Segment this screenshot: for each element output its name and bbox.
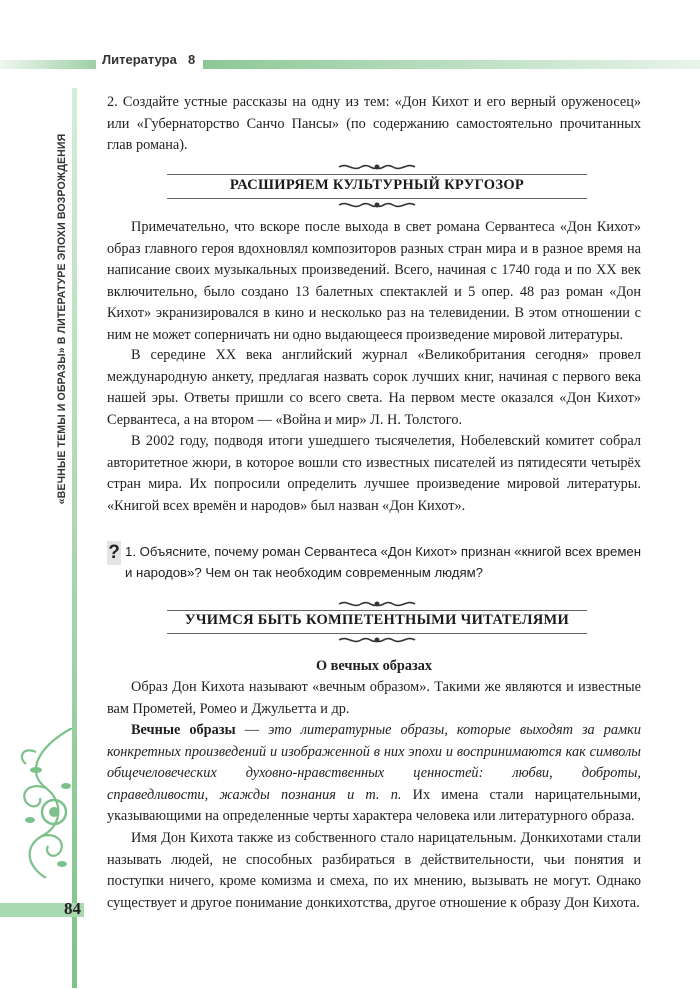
chapter-side-title: «ВЕЧНЫЕ ТЕМЫ И ОБРАЗЫ» В ЛИТЕРАТУРЕ ЭПОХИ ВОЗРОЖДЕНИЯ <box>56 133 68 505</box>
section-title-culture: РАСШИРЯЕМ КУЛЬТУРНЫЙ КРУГОЗОР <box>229 177 525 193</box>
subsection-title: О вечных образах <box>315 658 433 674</box>
paragraph-eternal-definition <box>107 720 641 828</box>
paragraph-3: В 2002 году, подводя итоги ушедшего тысячелетия, Нобелевский комитет собрал авторитетное жюри, в которое вошли сто известных писателей из пятидесяти четырёх стран мира. Их попросили определить лучшее произведение мировой литературы. «Книгой всех времён и народов» был назван «Дон Кихот». <box>107 433 641 514</box>
term: Вечные образы <box>131 722 236 738</box>
title-ornament-top-icon <box>337 162 417 172</box>
header-bar-right <box>203 60 700 69</box>
dash: — <box>235 722 269 738</box>
paragraph-eternal-1: Образ Дон Кихота называют «вечным образом». Такими же являются и известные вам Прометей, Ромео и Джульетта и др. <box>107 679 641 717</box>
paragraph-eternal-3: Имя Дон Кихота также из собственного стало нарицательным. Донкихотами стали называть людей, не способных разбираться в действительности, чьи понятия и поступки ничего, кроме комизма и смеха, по их мнению, вызывать не могут. Однако существует и другое понимание донкихотства, другое отношение к образу Дон Кихота. <box>107 830 641 911</box>
section-rule <box>167 174 587 175</box>
floral-ornament-icon <box>16 728 78 878</box>
definition-tail: Их имена стали нарицательными, указывающими на определенные черты характера человека или литературного образа. <box>107 786 641 824</box>
section-rule <box>167 198 587 199</box>
book-title: Литература <box>102 52 177 67</box>
title-ornament-bottom-icon <box>337 635 417 645</box>
question-mark-icon: ? <box>108 542 120 563</box>
task-2: 2. Создайте устные рассказы на одну из тем: «Дон Кихот и его верный оруженосец» или «Губернаторство Санчо Пансы» (по содержанию самостоятельно прочитанных глав романа). <box>107 94 641 153</box>
section-title-readers: УЧИМСЯ БЫТЬ КОМПЕТЕНТНЫМИ ЧИТАТЕЛЯМИ <box>184 612 570 628</box>
section-rule <box>167 610 587 611</box>
question-1: 1. Объясните, почему роман Сервантеса «Дон Кихот» признан «книгой всех времен и народов»? Чем он так необходим современным людям? <box>125 544 642 580</box>
header-bar-left <box>0 60 96 69</box>
page-number: 84 <box>64 899 81 918</box>
grade-number: 8 <box>188 52 196 67</box>
section-rule <box>167 633 587 634</box>
definition: это литературные образы, которые выходят за рамки конкретных произведений и изображенной в них эпохи и воспринимаются как символы общечеловеческих духовно-нравственных ценностей: любви, доброты, справедливости, жажды познания и т. п. <box>107 722 641 803</box>
title-ornament-bottom-icon <box>337 200 417 210</box>
paragraph-2: В середине XX века английский журнал «Великобритания сегодня» провел международную анкету, предлагая назвать сорок лучших книг, начиная с первого века нашей эры. Ответы пришли со всего света. На первом месте оказался «Дон Кихот» Сервантеса, а на втором — «Война и мир» Л. Н. Толстого. <box>107 347 641 428</box>
paragraph-1: Примечательно, что вскоре после выхода в свет романа Сервантеса «Дон Кихот» образ главного героя вдохновлял композиторов разных стран мира и в разное время на написание своих музыкальных произведений. Всего, начиная с 1740 года и по XX век включительно, было создано 13 балетных спектаклей и 5 опер. 48 раз роман «Дон Кихот» экранизировался в кино и несколько раз на телевидении. В этом отношении с ним не может соперничать ни одно выдающееся произведение мировой литературы. <box>107 219 641 343</box>
title-ornament-top-icon <box>337 599 417 609</box>
